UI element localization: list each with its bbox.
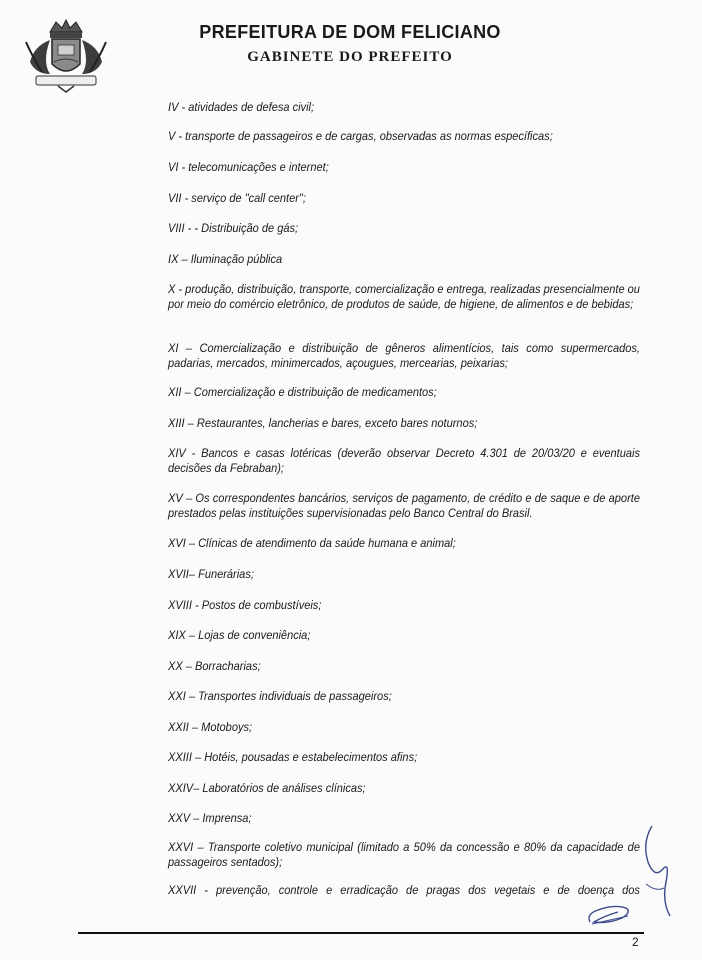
list-item: XIV - Bancos e casas lotéricas (deverão observar Decreto 4.301 de 20/03/20 e eventuais decisões da Febraban); bbox=[168, 446, 640, 475]
list-item: XXVII - prevenção, controle e erradicação de pragas dos vegetais e de doença dos bbox=[168, 883, 640, 897]
list-item: XII – Comercialização e distribuição de medicamentos; bbox=[168, 385, 437, 399]
list-item: X - produção, distribuição, transporte, comercialização e entrega, realizadas presencialmente ou por meio do comércio eletrônico, de produtos de saúde, de higiene, de alimentos e de bebidas; bbox=[168, 282, 640, 311]
list-item: IV - atividades de defesa civil; bbox=[168, 100, 315, 114]
list-item: V - transporte de passageiros e de cargas, observadas as normas específicas; bbox=[168, 129, 553, 143]
list-item: XIX – Lojas de conveniência; bbox=[168, 628, 311, 642]
footer-divider bbox=[78, 932, 644, 934]
list-item: XVI – Clínicas de atendimento da saúde humana e animal; bbox=[168, 536, 456, 550]
list-item: VI - telecomunicações e internet; bbox=[168, 160, 329, 174]
office-subtitle: GABINETE DO PREFEITO bbox=[247, 49, 453, 65]
handwritten-initials bbox=[584, 900, 634, 928]
list-item: XXIII – Hotéis, pousadas e estabelecimentos afins; bbox=[168, 750, 418, 764]
municipality-title: PREFEITURA DE DOM FELICIANO bbox=[199, 22, 501, 42]
list-item: XXII – Motoboys; bbox=[168, 720, 253, 734]
list-item: XV – Os correspondentes bancários, serviços de pagamento, de crédito e de saque e de aporte prestados pelas instituições supervisionadas pelo Banco Central do Brasil. bbox=[168, 491, 640, 520]
handwritten-signature bbox=[640, 822, 680, 922]
list-item: VIII - - Distribuição de gás; bbox=[168, 221, 299, 235]
list-item: XXV – Imprensa; bbox=[168, 811, 252, 825]
list-item: XI – Comercialização e distribuição de gêneros alimentícios, tais como supermercados, padarias, mercados, minimercados, açougues, mercearias, peixarias; bbox=[168, 341, 640, 370]
list-item: XXIV– Laboratórios de análises clínicas; bbox=[168, 781, 366, 795]
page-number: 2 bbox=[632, 935, 639, 949]
list-item: XXI – Transportes individuais de passageiros; bbox=[168, 689, 392, 703]
list-item: XVII– Funerárias; bbox=[168, 567, 254, 581]
municipal-coat-of-arms bbox=[22, 12, 110, 94]
list-item: XXVI – Transporte coletivo municipal (limitado a 50% da concessão e 80% da capacidade de passageiros sentados); bbox=[168, 840, 640, 869]
list-item: IX – Iluminação pública bbox=[168, 252, 283, 266]
list-item: VII - serviço de "call center"; bbox=[168, 191, 306, 205]
list-item: XVIII - Postos de combustíveis; bbox=[168, 598, 322, 612]
list-item: XX – Borracharias; bbox=[168, 659, 261, 673]
list-item: XIII – Restaurantes, lancherias e bares, exceto bares noturnos; bbox=[168, 416, 478, 430]
